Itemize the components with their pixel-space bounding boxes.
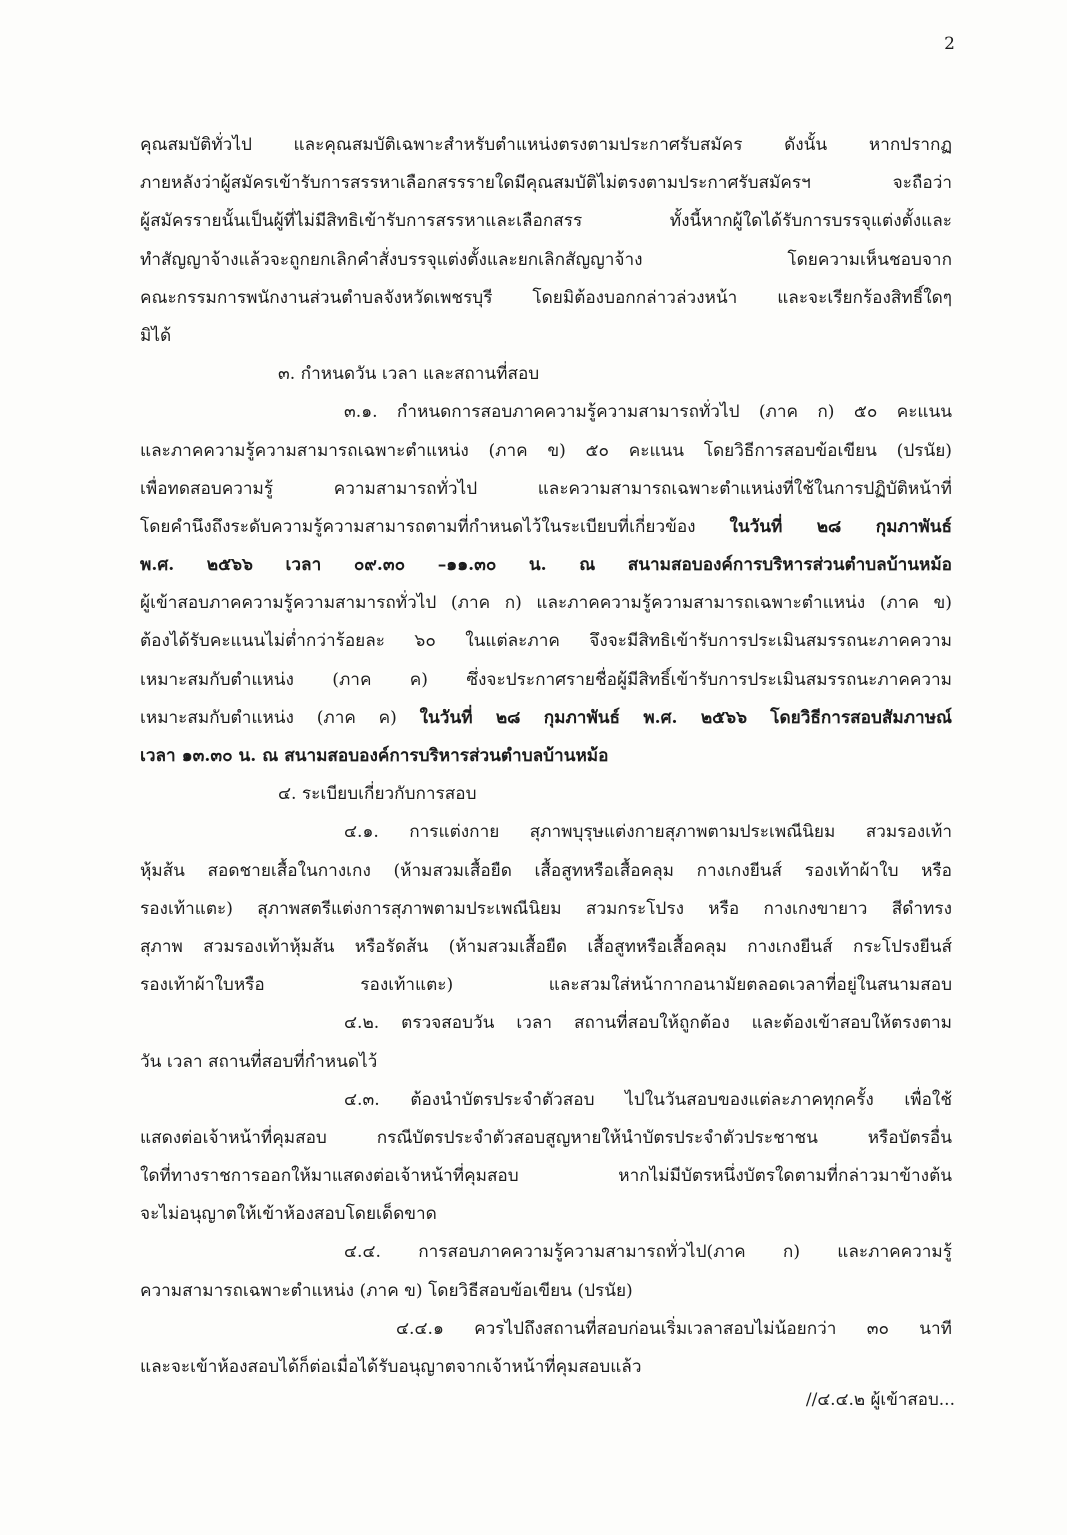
text-line: เพื่อทดสอบความรู้ ความสามารถทั่วไป และความสามารถเฉพาะตำแหน่งที่ใช้ในการปฏิบัติหน้าที่: [140, 478, 952, 499]
interview-time-location: เวลา ๑๓.๓๐ น. ณ สนามสอบองค์การบริหารส่วนตำบลบ้านหม้อ: [140, 746, 609, 766]
exam-time-location: พ.ศ. ๒๕๖๖ เวลา ๐๙.๓๐ –๑๑.๓๐ น. ณ สนามสอบองค์การบริหารส่วนตำบลบ้านหม้อ: [140, 555, 952, 576]
text-line: เหมาะสมกับตำแหน่ง (ภาค ค) ในวันที่ ๒๘ กุมภาพันธ์ พ.ศ. ๒๕๖๖ โดยวิธีการสอบสัมภาษณ์: [140, 707, 952, 728]
text-line: และจะเข้าห้องสอบได้ก็ต่อเมื่อได้รับอนุญาตจากเจ้าหน้าที่คุมสอบแล้ว: [140, 1357, 642, 1377]
text-line: ๔.๔.๑ ควรไปถึงสถานที่สอบก่อนเริ่มเวลาสอบไม่น้อยกว่า ๓๐ นาที: [396, 1318, 952, 1339]
section-heading-4: ๔. ระเบียบเกี่ยวกับการสอบ: [278, 784, 477, 805]
text-line: ความสามารถเฉพาะตำแหน่ง (ภาค ข) โดยวิธีสอบข้อเขียน (ปรนัย): [140, 1280, 633, 1301]
text-line: ใดที่ทางราชการออกให้มาแสดงต่อเจ้าหน้าที่คุมสอบ หากไม่มีบัตรหนึ่งบัตรใดตามที่กล่าวมาข้างต้น: [140, 1166, 952, 1187]
interview-date: ในวันที่ ๒๘ กุมภาพันธ์ พ.ศ. ๒๕๖๖ โดยวิธีการสอบสัมภาษณ์: [419, 707, 952, 728]
text-line: และภาคความรู้ความสามารถเฉพาะตำแหน่ง (ภาค ข) ๕๐ คะแนน โดยวิธีการสอบข้อเขียน (ปรนัย): [140, 440, 952, 461]
text-line: คุณสมบัติทั่วไป และคุณสมบัติเฉพาะสำหรับตำแหน่งตรงตามประกาศรับสมัคร ดังนั้น หากปรากฏ: [140, 135, 952, 155]
text-line: รองเท้าผ้าใบหรือ รองเท้าแตะ) และสวมใส่หน้ากากอนามัยตลอดเวลาที่อยู่ในสนามสอบ: [140, 975, 952, 996]
exam-date: ในวันที่ ๒๘ กุมภาพันธ์: [729, 516, 952, 537]
document-body: [140, 126, 952, 1386]
text-line: ๔.๓. ต้องนำบัตรประจำตัวสอบ ไปในวันสอบของแต่ละภาคทุกครั้ง เพื่อใช้: [344, 1089, 952, 1110]
text-line: ผู้สมัครรายนั้นเป็นผู้ที่ไม่มีสิทธิเข้ารับการสรรหาและเลือกสรร ทั้งนี้หากผู้ใดได้รับการบรรจุแต่งตั้งและ: [140, 211, 952, 232]
text-line: วัน เวลา สถานที่สอบที่กำหนดไว้: [140, 1051, 378, 1072]
section-heading-3: ๓. กำหนดวัน เวลา และสถานที่สอบ: [278, 364, 540, 385]
text-line: เหมาะสมกับตำแหน่ง (ภาค ค) ซึ่งจะประกาศรายชื่อผู้มีสิทธิ์เข้ารับการประเมินสมรรถนะภาคความ: [140, 669, 952, 690]
text-line: มิได้: [140, 325, 172, 346]
text-line: ภายหลังว่าผู้สมัครเข้ารับการสรรหาเลือกสรรรายใดมีคุณสมบัติไม่ตรงตามประกาศรับสมัครฯ จะถือว่า: [140, 173, 952, 194]
text-line: แสดงต่อเจ้าหน้าที่คุมสอบ กรณีบัตรประจำตัวสอบสูญหายให้นำบัตรประจำตัวประชาชน หรือบัตรอื่น: [140, 1127, 952, 1148]
text-line: สุภาพ สวมรองเท้าหุ้มส้น หรือรัดส้น (ห้ามสวมเสื้อยืด เสื้อสูทหรือเสื้อคลุม กางเกงยีนส์ กระโปรงยีนส์: [140, 936, 952, 957]
text-line: ผู้เข้าสอบภาคความรู้ความสามารถทั่วไป (ภาค ก) และภาคความรู้ความสามารถเฉพาะตำแหน่ง (ภาค ข): [140, 593, 952, 614]
page-number: 2: [944, 34, 955, 54]
text-line: ๔.๔. การสอบภาคความรู้ความสามารถทั่วไป(ภาค ก) และภาคความรู้: [344, 1242, 952, 1263]
text-line: รองเท้าแตะ) สุภาพสตรีแต่งการสุภาพตามประเพณีนิยม สวมกระโปรง หรือ กางเกงขายาว สีดำทรง: [140, 898, 952, 919]
text-line: ๔.๑. การแต่งกาย สุภาพบุรุษแต่งกายสุภาพตามประเพณีนิยม สวมรองเท้า: [344, 822, 952, 843]
text-line: หุ้มส้น สอดชายเสื้อในกางเกง (ห้ามสวมเสื้อยืด เสื้อสูทหรือเสื้อคลุม กางเกงยีนส์ รองเท้าผ้าใบ หรือ: [140, 860, 952, 881]
text-line: โดยคำนึงถึงระดับความรู้ความสามารถตามที่กำหนดไว้ในระเบียบที่เกี่ยวข้อง ในวันที่ ๒๘ กุมภาพันธ์: [140, 516, 952, 537]
text-line: ๔.๒. ตรวจสอบวัน เวลา สถานที่สอบให้ถูกต้อง และต้องเข้าสอบให้ตรงตาม: [344, 1013, 952, 1034]
text-line: ๓.๑. กำหนดการสอบภาคความรู้ความสามารถทั่วไป (ภาค ก) ๕๐ คะแนน: [344, 402, 952, 423]
text-line: จะไม่อนุญาตให้เข้าห้องสอบโดยเด็ดขาด: [140, 1204, 437, 1225]
text-line: ทำสัญญาจ้างแล้วจะถูกยกเลิกคำสั่งบรรจุแต่งตั้งและยกเลิกสัญญาจ้าง โดยความเห็นชอบจาก: [140, 249, 952, 270]
text-line: ต้องได้รับคะแนนไม่ต่ำกว่าร้อยละ ๖๐ ในแต่ละภาค จึงจะมีสิทธิเข้ารับการประเมินสมรรถนะภาคความ: [140, 631, 952, 652]
text-line: คณะกรรมการพนักงานส่วนตำบลจังหวัดเพชรบุรี โดยมิต้องบอกกล่าวล่วงหน้า และจะเรียกร้องสิทธิ์ใดๆ: [140, 287, 952, 308]
continuation-note: //๔.๔.๒ ผู้เข้าสอบ...: [805, 1390, 955, 1410]
